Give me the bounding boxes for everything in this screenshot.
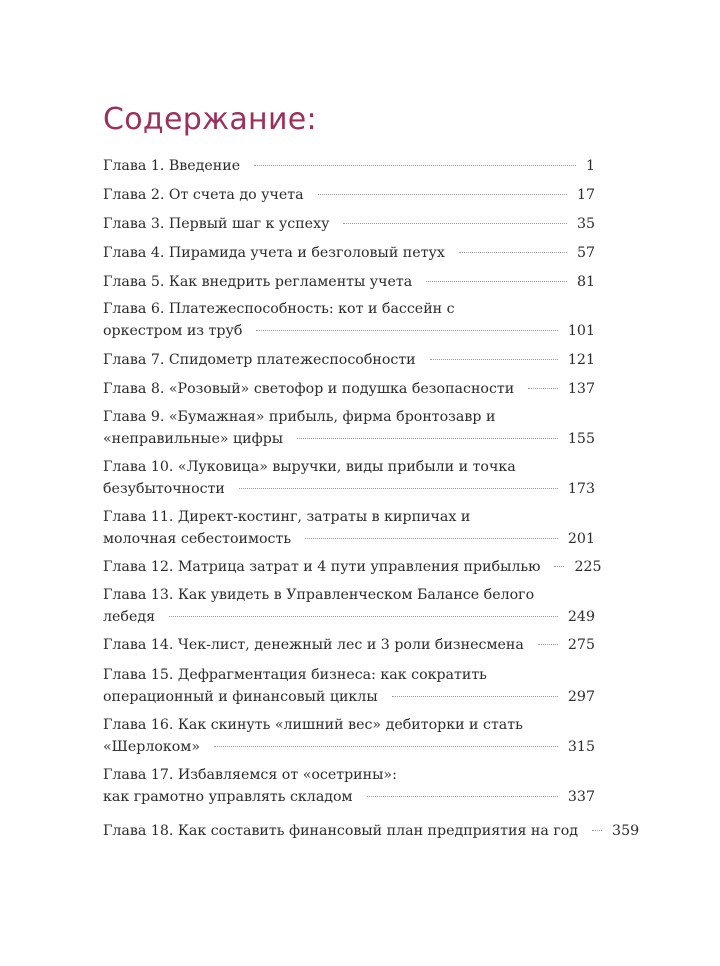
- toc-page-number: 275: [567, 637, 595, 653]
- toc-page-number: 315: [567, 739, 595, 755]
- toc-entry-row: [103, 786, 595, 808]
- toc-entry: [103, 406, 595, 450]
- toc-entry-row: [103, 606, 595, 628]
- toc-entry-title-line: Глава 9. «Бумажная» прибыль, фирма бронтозавр и: [103, 409, 496, 425]
- toc-page-number: 121: [567, 352, 595, 368]
- toc-entry: [103, 820, 640, 842]
- toc-entry: [103, 213, 595, 235]
- dot-leader: [343, 223, 567, 224]
- toc-entry: [103, 714, 595, 758]
- toc-entry: [103, 664, 595, 708]
- toc-entry-title-line: Глава 6. Платежеспособность: кот и бассейн с: [103, 301, 455, 317]
- toc-entry: [103, 764, 595, 808]
- toc-entry-title-line: Глава 15. Дефрагментация бизнеса: как сократить: [103, 667, 487, 683]
- dot-leader: [318, 194, 567, 195]
- dot-leader: [592, 830, 602, 831]
- toc-entry-title: Глава 4. Пирамида учета и безголовый петух: [103, 245, 445, 261]
- dot-leader: [297, 438, 558, 439]
- toc-page-number: 57: [576, 245, 595, 261]
- toc-entry-title: молочная себестоимость: [103, 531, 292, 547]
- dot-leader: [254, 165, 576, 166]
- toc-page-number: 201: [567, 531, 595, 547]
- toc-entry-row: [103, 320, 595, 342]
- toc-entry: [103, 456, 595, 500]
- toc-entry-title: Глава 18. Как составить финансовый план предприятия на год: [103, 823, 579, 839]
- toc-entry-title: как грамотно управлять складом: [103, 789, 353, 805]
- toc-entry-title: операционный и финансовый циклы: [103, 689, 378, 705]
- toc-page-number: 35: [576, 216, 595, 232]
- toc-entry-title: «Шерлоком»: [103, 739, 201, 755]
- toc-entry-row: [103, 378, 595, 400]
- dot-leader: [239, 488, 558, 489]
- dot-leader: [538, 644, 558, 645]
- toc-entry-row: [103, 686, 595, 708]
- toc-entry-row: [103, 556, 602, 578]
- toc-entry-title: Глава 5. Как внедрить регламенты учета: [103, 274, 413, 290]
- toc-entry: [103, 298, 595, 342]
- dot-leader: [528, 388, 558, 389]
- toc-entry-title: оркестром из труб: [103, 323, 243, 339]
- toc-page-number: 1: [585, 158, 595, 174]
- toc-entry-title: безубыточности: [103, 481, 225, 497]
- toc-entry-title-line: Глава 17. Избавляемся от «осетрины»:: [103, 767, 397, 783]
- toc-entry-title-line: Глава 11. Директ-костинг, затраты в кирпичах и: [103, 509, 471, 525]
- dot-leader: [426, 281, 567, 282]
- toc-entry-title: Глава 7. Спидометр платежеспособности: [103, 352, 416, 368]
- toc-entry: [103, 584, 595, 628]
- dot-leader: [214, 746, 558, 747]
- toc-entry-row: [103, 478, 595, 500]
- toc-entry-row: [103, 736, 595, 758]
- toc-entry-title-line: Глава 13. Как увидеть в Управленческом Балансе белого: [103, 587, 535, 603]
- page-title: Содержание:: [103, 102, 317, 137]
- toc-entry-title-line: Глава 16. Как скинуть «лишний вес» дебиторки и стать: [103, 717, 523, 733]
- toc-page-number: 155: [567, 431, 595, 447]
- dot-leader: [256, 330, 558, 331]
- toc-entry: [103, 242, 595, 264]
- toc-entry-title: Глава 1. Введение: [103, 158, 241, 174]
- toc-entry: [103, 634, 595, 656]
- toc-page-number: 173: [567, 481, 595, 497]
- toc-entry-title-line: Глава 10. «Луковица» выручки, виды прибыли и точка: [103, 459, 516, 475]
- toc-entry-row: [103, 428, 595, 450]
- dot-leader: [367, 796, 558, 797]
- toc-page-number: 17: [576, 187, 595, 203]
- toc-entry: [103, 506, 595, 550]
- toc-entry-row: [103, 349, 595, 371]
- toc-page-number: 249: [567, 609, 595, 625]
- toc-entry-row: [103, 213, 595, 235]
- dot-leader: [459, 252, 567, 253]
- dot-leader: [430, 359, 558, 360]
- toc-entry: [103, 349, 595, 371]
- toc-entry-row: [103, 184, 595, 206]
- toc-page-number: 297: [567, 689, 595, 705]
- toc-page-number: 359: [612, 823, 640, 839]
- toc-page-number: 225: [574, 559, 602, 575]
- toc-entry-title: Глава 3. Первый шаг к успеху: [103, 216, 330, 232]
- toc-entry-title: Глава 12. Матрица затрат и 4 пути управления прибылью: [103, 559, 541, 575]
- toc-entry: [103, 184, 595, 206]
- toc-page-number: 337: [567, 789, 595, 805]
- toc-entry-row: [103, 271, 595, 293]
- toc-entry-title: Глава 8. «Розовый» светофор и подушка безопасности: [103, 381, 515, 397]
- toc-entry: [103, 155, 595, 177]
- toc-entry-title: лебедя: [103, 609, 156, 625]
- toc-entry-row: [103, 634, 595, 656]
- dot-leader: [305, 538, 558, 539]
- toc-page-number: 101: [567, 323, 595, 339]
- toc-entry-row: [103, 155, 595, 177]
- toc-entry: [103, 271, 595, 293]
- toc-entry-row: [103, 528, 595, 550]
- toc-entry-title: «неправильные» цифры: [103, 431, 284, 447]
- dot-leader: [392, 696, 558, 697]
- toc-entry-title: Глава 2. От счета до учета: [103, 187, 304, 203]
- toc-entry: [103, 556, 602, 578]
- toc-page-number: 137: [567, 381, 595, 397]
- toc-entry-title: Глава 14. Чек-лист, денежный лес и 3 роли бизнесмена: [103, 637, 524, 653]
- toc-entry-row: [103, 820, 640, 842]
- toc-entry-row: [103, 242, 595, 264]
- dot-leader: [554, 566, 564, 567]
- toc-page-number: 81: [576, 274, 595, 290]
- dot-leader: [169, 616, 558, 617]
- toc-entry: [103, 378, 595, 400]
